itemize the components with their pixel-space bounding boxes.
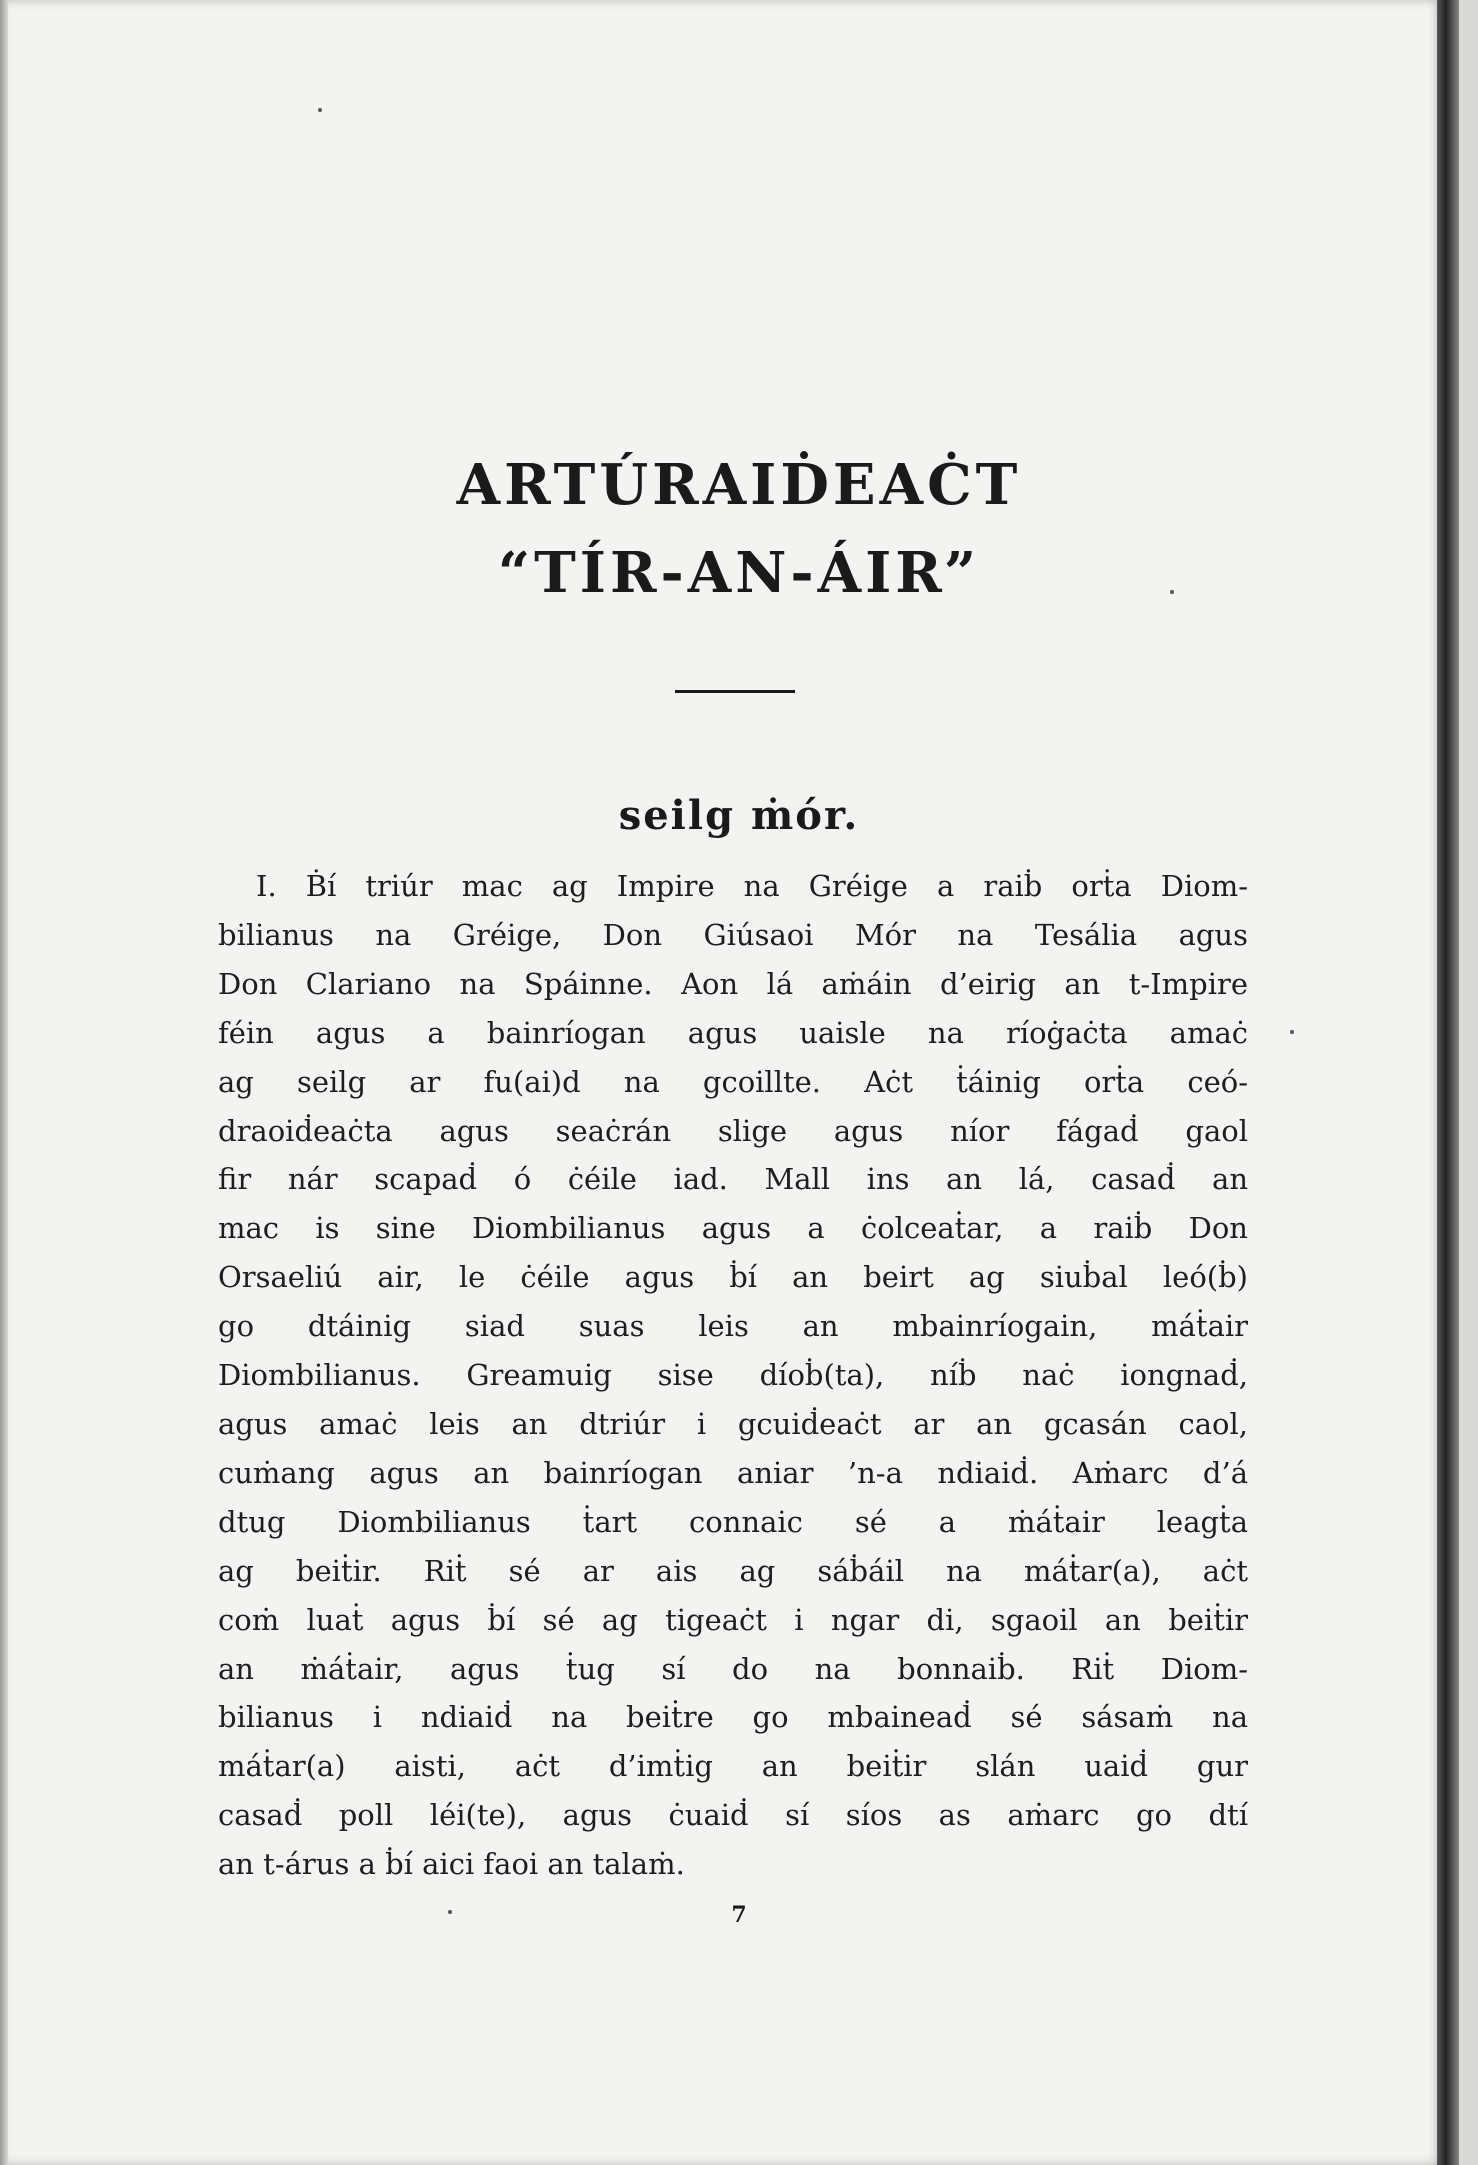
text-line: mac is sine Diombilianus agus a ċolceaṫar, a raiḃ Don (218, 1211, 1248, 1246)
paper-speck (448, 1910, 452, 1914)
chapter-subtitle: “TÍR-AN-ÁIR” (497, 540, 981, 606)
text-line: dtug Diombilianus ṫart connaic sé a ṁáṫair leagṫa (218, 1504, 1248, 1539)
paper-speck (1290, 1030, 1294, 1034)
text-line: coṁ luaṫ agus ḃí sé ag tigeaċt i ngar di, sgaoil an beiṫir (218, 1602, 1248, 1637)
text-line: cuṁang agus an bainríogan aniar ’n-a ndiaiḋ. Aṁarc d’á (218, 1455, 1248, 1490)
text-line: draoiḋeaċta agus seaċrán slige agus níor fágaḋ gaol (218, 1113, 1248, 1148)
body-paragraph (218, 862, 1248, 1889)
text-line: bilianus i ndiaiḋ na beiṫre go mbaineaḋ sé sásaṁ na (218, 1700, 1248, 1735)
text-line: agus amaċ leis an dtriúr i gcuiḋeaċt ar an gcasán caol, (218, 1406, 1248, 1441)
text-line: an t-árus a ḃí aici faoi an talaṁ. (218, 1847, 685, 1882)
paper-speck (1170, 590, 1174, 594)
page-number: 7 (731, 1902, 747, 1928)
text-line: bilianus na Gréige, Don Giúsaoi Mór na Tesália agus (218, 917, 1248, 952)
text-line: casaḋ poll léi(te), agus ċuaiḋ sí síos as aṁarc go dtí (218, 1798, 1248, 1833)
text-line: Don Clariano na Spáinne. Aon lá aṁáin d’eirig an t-Impire (218, 966, 1248, 1001)
text-line: máṫar(a) aisti, aċt d’imṫig an beiṫir slán uaiḋ gur (218, 1749, 1248, 1784)
text-line: an ṁáṫair, agus ṫug sí do na bonnaiḃ. Riṫ Diom- (218, 1651, 1248, 1686)
title-divider (675, 690, 795, 693)
paper-speck (318, 108, 322, 112)
text-line: go dtáinig siad suas leis an mbainríogain, máṫair (218, 1309, 1248, 1344)
text-line: ag seilg ar fu(ai)d na gcoillte. Aċt ṫáinig orṫa ceó- (218, 1064, 1248, 1099)
page-right-edge (1437, 0, 1459, 2165)
text-line: fir nár scapaḋ ó ċéile iad. Mall ins an lá, casaḋ an (218, 1162, 1248, 1197)
chapter-title: ARTÚRAIḊEAĊT (456, 452, 1022, 518)
section-heading: seilg ṁór. (618, 792, 860, 839)
text-line: I. Ḃí triúr mac ag Impire na Gréige a raiḃ orṫa Diom- (256, 869, 1248, 903)
text-line: féin agus a bainríogan agus uaisle na ríoġaċta amaċ (218, 1015, 1248, 1050)
text-line: Orsaeliú air, le ċéile agus ḃí an beirt ag siuḃal leó(ḃ) (218, 1260, 1248, 1295)
text-line: ag beiṫir. Riṫ sé ar ais ag sáḃáil na máṫar(a), aċt (218, 1553, 1248, 1588)
text-line: Diombilianus. Greamuig sise díoḃ(ta), níḃ naċ iongnaḋ, (218, 1358, 1248, 1393)
